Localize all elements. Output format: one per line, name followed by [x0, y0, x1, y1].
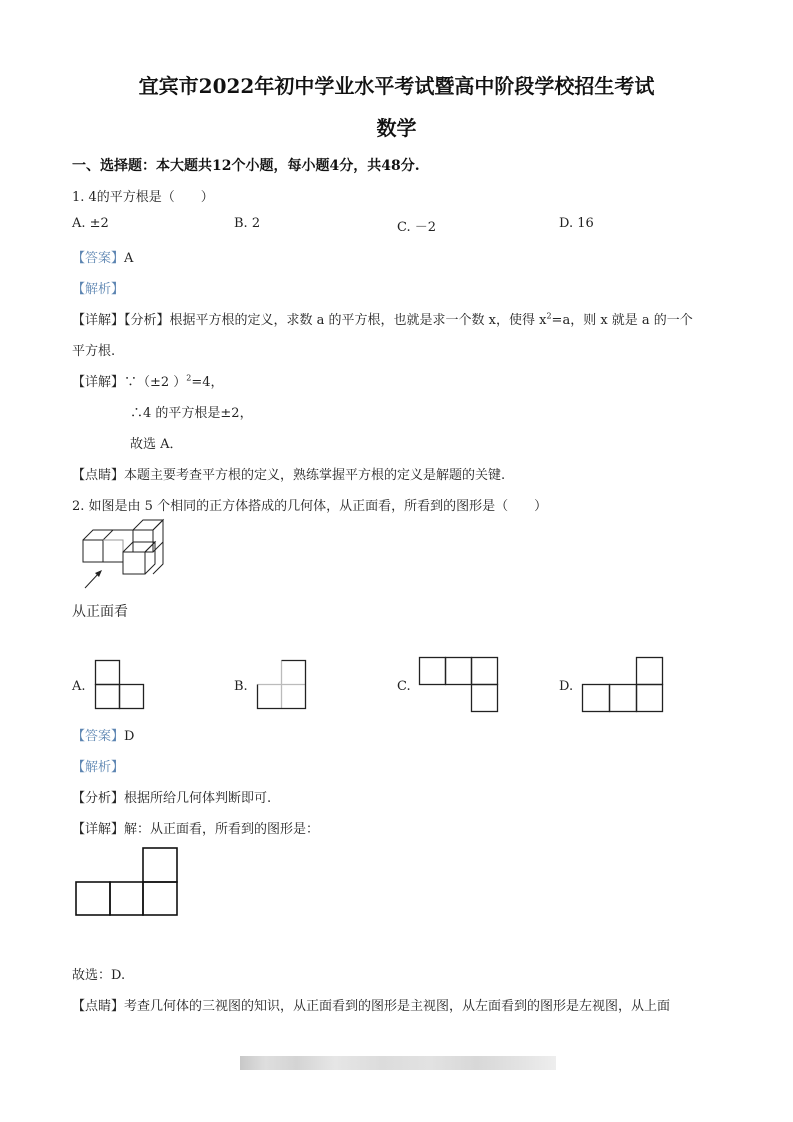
- q1-tip: 【点睛】本题主要考查平方根的定义，熟练掌握平方根的定义是解题的关键.: [72, 468, 506, 483]
- q2-option-b-shape: [257, 660, 307, 710]
- q2-option-c-label: C.: [397, 679, 411, 694]
- q2-solution-figure: [75, 847, 179, 917]
- q2-answer: [72, 725, 134, 744]
- q1-option-d: D. 16: [559, 216, 594, 231]
- q2-choose: 故选：D.: [72, 968, 126, 983]
- q1-therefore: ∴4 的平方根是±2，: [130, 406, 253, 421]
- answer-tag: 【答案】: [72, 729, 125, 744]
- q2-detail: 【详解】解：从正面看，所看到的图形是：: [72, 822, 320, 837]
- cube-figure: [75, 518, 175, 588]
- q2-option-a-label: A.: [72, 679, 86, 694]
- answer-tag: 【答案】: [72, 251, 125, 266]
- q2-analysis: 【分析】根据所给几何体判断即可.: [72, 791, 272, 806]
- q1-detail-line1: 【详解】【分析】根据平方根的定义，求数 a 的平方根，也就是求一个数 x，使得 $x^2=a$，则 x 就是 a 的一个: [72, 311, 693, 328]
- answer-value: A: [124, 251, 134, 266]
- document-title: 宜宾市2022年初中学业水平考试暨高中阶段学校招生考试: [138, 74, 655, 98]
- figure-caption: 从正面看: [72, 604, 128, 620]
- q1-option-c: C. －2: [397, 220, 437, 235]
- q1-analysis-tag: 【解析】: [72, 282, 125, 297]
- section-heading: 一、选择题：本大题共12个小题，每小题4分，共48分.: [72, 158, 420, 174]
- q2-analysis-tag: 【解析】: [72, 760, 125, 775]
- q2-stem: 2. 如图是由 5 个相同的正方体搭成的几何体，从正面看，所看到的图形是（ ）: [72, 499, 548, 514]
- q2-option-b-label: B.: [234, 679, 248, 694]
- q2-option-a-shape: [95, 660, 145, 710]
- subject-title: 数学: [376, 116, 417, 140]
- q1-detail-line2: 平方根.: [72, 344, 116, 359]
- footer-watermark-bar: [240, 1056, 556, 1070]
- q1-explain: 【详解】∵（±2 ）$^2$=4，: [72, 373, 224, 390]
- q1-option-a: A. ±2: [72, 216, 109, 231]
- q1-choose: 故选 A．: [130, 437, 183, 452]
- q2-option-c-shape: [419, 657, 499, 713]
- q1-option-b: B. 2: [234, 216, 261, 231]
- q1-stem: 1. 4的平方根是（ ）: [72, 190, 214, 205]
- q1-answer: [72, 247, 133, 266]
- q2-tip: 【点睛】考查几何体的三视图的知识，从正面看到的图形是主视图，从左面看到的图形是左视图，从上面: [72, 999, 671, 1014]
- q2-option-d-shape: [582, 657, 664, 713]
- q2-option-d-label: D.: [559, 679, 574, 694]
- answer-value: D: [124, 729, 135, 744]
